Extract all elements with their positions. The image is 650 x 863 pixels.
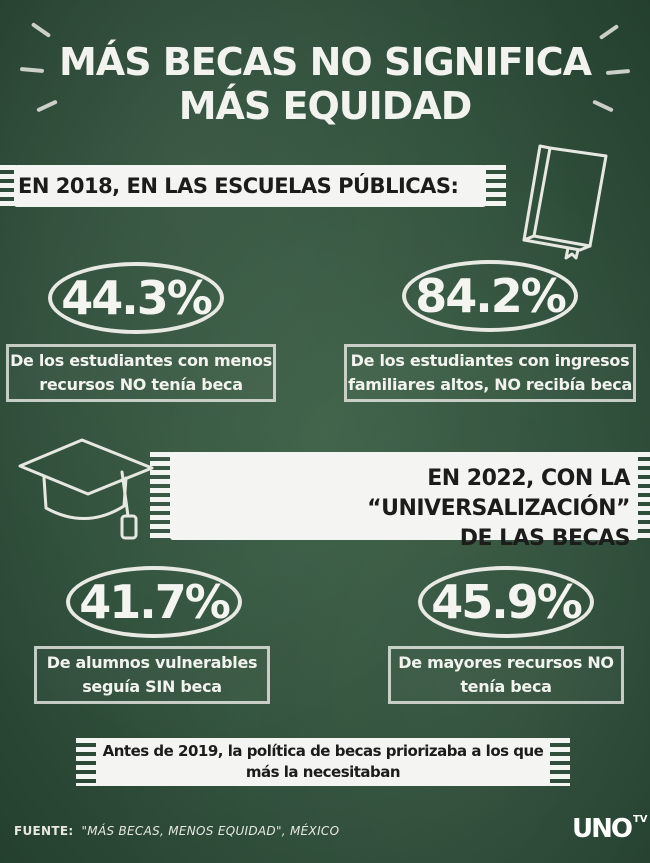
note-line-2: más la necesitaban [245,763,401,781]
stat-2018-right-value: 84.2% [402,260,578,332]
heading-line-1: EN 2022, CON LA “UNIVERSALIZACIÓN” [367,466,630,521]
stat-2022-right-description [388,646,624,704]
section-2022-heading [170,452,638,551]
stat-2022-left-description [34,646,270,704]
desc-line: familiares altos, NO recibía beca [348,375,632,394]
note-line-1: Antes de 2019, la política de becas priorizaba a los que [102,742,544,760]
source-citation [14,824,339,838]
book-icon [510,140,620,260]
stat-2018-left-value: 44.3% [48,262,224,334]
stat-2018-right-description [344,344,636,402]
desc-line: seguía SIN beca [82,677,222,696]
graduation-cap-icon [10,428,170,548]
stat-2022-right-value: 45.9% [418,566,594,638]
unotv-logo [572,814,648,844]
desc-line: De los estudiantes con menos [10,351,272,370]
section-2018-heading: EN 2018, EN LAS ESCUELAS PÚBLICAS: [14,165,486,207]
stat-2018-left-description [6,344,276,402]
desc-line: De los estudiantes con ingresos [350,351,630,370]
logo-text: UNO [572,814,631,844]
heading-line-2: DE LAS BECAS [459,526,630,551]
desc-line: tenía beca [460,677,552,696]
stat-2022-left-value: 41.7% [66,566,242,638]
title-line-1: MÁS BECAS NO SIGNIFICA [58,40,591,84]
desc-line: recursos NO tenía beca [39,375,243,394]
chalk-dash-icon [31,22,51,38]
title-line-2: MÁS EQUIDAD [178,84,472,128]
source-text: "MÁS BECAS, MENOS EQUIDAD", MÉXICO [81,824,340,838]
desc-line: De alumnos vulnerables [46,653,258,672]
note-banner [96,738,550,786]
page-title [0,40,650,128]
chalk-dash-icon [599,24,619,40]
source-label: FUENTE: [14,824,74,838]
desc-line: De mayores recursos NO [398,653,614,672]
logo-suffix: TV [632,814,648,825]
